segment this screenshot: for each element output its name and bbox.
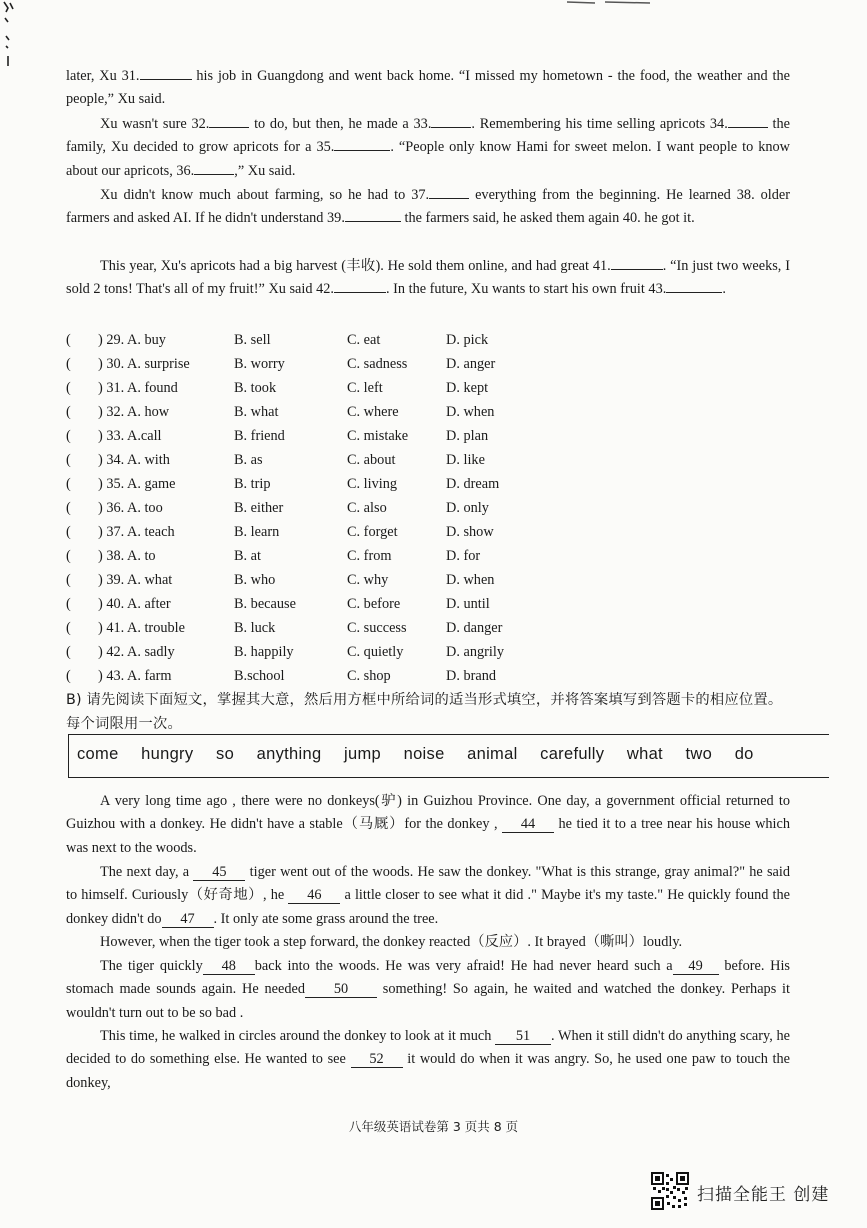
section-b-instruction: B) 请先阅读下面短文，掌握其大意，然后用方框中所给词的适当形式填空，并将答案填写到答题卡的相应位置。每个词限用一次。 [66,692,783,732]
passage-a-paragraph-2: Xu wasn't sure 32. to do, but then, he made a 33. . Remembering his time selling apricots 34. the family, Xu decided to grow apricots for a 35. . “People only know Hami for sweet melon. I want people to know about our apricots, 36. ,” Xu said. [66,116,790,179]
option-row: ( ) 35. A. game B. trip C. living D. dream [66,476,500,492]
scanner-watermark-text: 扫描全能王 创建 [697,1185,830,1205]
passage-b-paragraph-2: The next day, a 45 tiger went out of the woods. He saw the donkey. "What is this strange, gray animal?" he said to himself. Curiously（好奇地）, he 46 a little closer to see what it did ." Maybe it's my taste." He quickly found the donkey didn't do 47 . It only ate some grass around the tree. [66,864,791,927]
passage-a-paragraph-4: This year, Xu's apricots had a big harvest (丰收). He sold them online, and had great 41. . “In just two weeks, I sold 2 tons! That's all of my fruit!” Xu said 42. . In the future, Xu wants to start his own fruit 43. . [66,258,790,298]
option-row: ( ) 31. A. found B. took C. left D. kept [66,380,489,396]
passage-a-paragraph-3: Xu didn't know much about farming, so he had to 37. everything from the beginning. He learned 38. older farmers and asked AI. If he didn't understand 39. the farmers said, he asked them again 40. he got it. [66,187,790,227]
word-bank-item: hungry [141,745,194,763]
passage-b-paragraph-3: However, when the tiger took a step forward, the donkey reacted（反应）. It brayed（嘶叫）loudly. [100,934,683,950]
option-row: ( ) 39. A. what B. who C. why D. when [66,572,495,588]
qr-code-icon [651,1172,689,1210]
word-bank-item: noise [403,745,445,763]
word-bank-item: carefully [540,745,605,763]
option-row: ( ) 40. A. after B. because C. before D. until [66,596,490,612]
passage-b-paragraph-1: A very long time ago , there were no donkeys(驴) in Guizhou Province. One day, a government official returned to Guizhou with a donkey. He didn't have a stable（马厩）for the donkey , 44 he tied it to a tree near his house which was next to the woods. [66,793,791,856]
scan-edge-mark [2,0,16,70]
passage-b-paragraph-5: This time, he walked in circles around the donkey to look at it much 51 . When it still didn't do anything scary, he decided to do something else. He wanted to see 52 it would do when it was angry. So, he used one paw to touch the donkey, [66,1028,791,1091]
passage-b-paragraph-4: The tiger quickly 48 back into the woods. He was very afraid! He had never heard such a 49 before. His stomach made sounds again. He needed 50 something! So again, he waited and watched the donkey. Perhaps it wouldn't turn out to be so bad . [66,958,790,1021]
option-row: ( ) 29. A. buy B. sell C. eat D. pick [66,332,489,348]
word-bank [77,745,772,764]
word-bank-item: do [734,745,754,763]
option-row: ( ) 42. A. sadly B. happily C. quietly D. angrily [66,644,504,660]
options-list [66,328,546,688]
option-row: ( ) 38. A. to B. at C. from D. for [66,548,481,564]
word-bank-item: so [216,745,235,763]
word-bank-item: animal [467,745,518,763]
word-bank-item: what [626,745,663,763]
word-bank-item: anything [256,745,322,763]
option-row: ( ) 30. A. surprise B. worry C. sadness D. anger [66,356,496,372]
word-bank-item: jump [344,745,381,763]
top-edge-scribble [565,0,655,6]
word-bank-item: two [685,745,713,763]
option-row: ( ) 41. A. trouble B. luck C. success D. danger [66,620,503,636]
option-row: ( ) 34. A. with B. as C. about D. like [66,452,485,468]
page-footer: 八年级英语试卷第 3 页共 8 页 [348,1119,519,1134]
option-row: ( ) 32. A. how B. what C. where D. when [66,404,495,420]
passage-a-paragraph-1: later, Xu 31. his job in Guangdong and went back home. “I missed my hometown - the food, the weather and the people,” Xu said. [66,68,790,108]
word-bank-item: come [77,745,119,763]
word-bank-box [68,734,829,778]
option-row: ( ) 43. A. farm B.school C. shop D. brand [66,668,497,684]
option-row: ( ) 36. A. too B. either C. also D. only [66,500,489,516]
option-row: ( ) 37. A. teach B. learn C. forget D. show [66,524,494,540]
option-row: ( ) 33. A.call B. friend C. mistake D. plan [66,428,489,444]
